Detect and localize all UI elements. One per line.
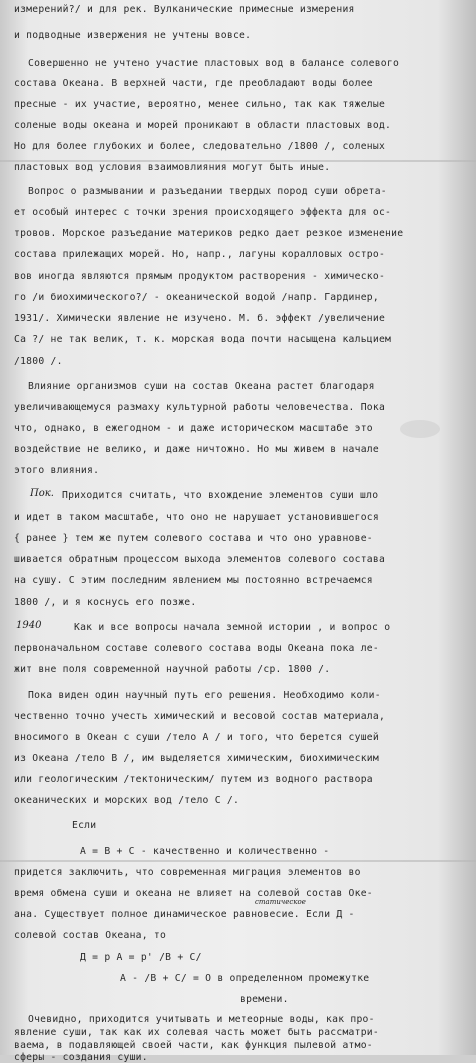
text-line: /1800 /. <box>14 356 63 367</box>
text-line: воздействие не велико, и даже ничтожно. Но мы живем в начале <box>14 444 379 455</box>
text-line: ет особый интерес с точки зрения происходящего эффекта для ос- <box>14 207 392 218</box>
text-line: Пока виден один научный путь его решения. Необходимо коли- <box>28 690 381 701</box>
text-line: го /и биохимического?/ - океанической водой /напр. Гардинер, <box>14 292 379 303</box>
text-line: соленые воды океана и морей проникают в области пластовых вод. <box>14 120 392 131</box>
text-line: этого влияния. <box>14 465 100 476</box>
text-line: { ранее } тем же путем солевого состава и что оно уравнове- <box>14 533 373 544</box>
text-line: тровов. Морское разъедание материков редко дает резкое изменение <box>14 228 404 239</box>
text-line: шивается обратным процессом выхода элементов солевого состава <box>14 554 386 565</box>
text-line: измерений?/ и для рек. Вулканические примеcные измерения <box>14 4 355 15</box>
text-line: Как и все вопросы начала земной истории , и вопрос о <box>74 622 391 633</box>
text-line: явление суши, так как их солевая часть может быть рассматри- <box>14 1027 379 1038</box>
text-line: Совершенно не учтено участие пластовых вод в балансе солевого <box>28 58 400 69</box>
text-line: океанических и морских вод /тело С /. <box>14 795 240 806</box>
text-line: пластовых вод условия взаимовлияния могут быть иные. <box>14 162 331 173</box>
formula-line: А = В + С - качественно и количественно - <box>80 846 330 857</box>
paper-fold <box>0 860 476 862</box>
text-line: или геологическим /тектоническим/ путем из водного раствора <box>14 774 373 785</box>
interline-handwritten-note: статическое <box>255 898 306 906</box>
text-line: Са ?/ не так велик, т. к. морская вода почти насыщена кальцием <box>14 334 392 345</box>
text-line: вносимого в Океан с суши /тело А / и того, что берется сушей <box>14 732 379 743</box>
text-line: что, однако, в ежегодном - и даже историческом масштабе это <box>14 423 373 434</box>
formula-line: Д = р А = р' /В + С/ <box>80 952 202 963</box>
text-line: чественно точно учесть химический и весовой состав материала, <box>14 711 386 722</box>
text-line: ваема, в подавляющей своей части, как функция пылевой атмо- <box>14 1040 373 1051</box>
text-line: состава Океана. В верхней части, где преобладают воды более <box>14 78 373 89</box>
text-line: состава прилежащих морей. Но, напр., лагуны коралловых остро- <box>14 249 386 260</box>
text-line: время обмена суши и океана не влияет на солевой состав Оке- <box>14 888 373 899</box>
formula-line: А - /В + С/ = О в определенном промежутке <box>120 973 370 984</box>
text-line: вов иногда являются прямым продуктом растворения - химическо- <box>14 271 386 282</box>
text-line: Очевидно, приходится учитывать и метеорные воды, как про- <box>28 1014 375 1025</box>
text-line: из Океана /тело В /, им выделяется химическим, биохимическим <box>14 753 379 764</box>
text-line: Но для более глубоких и более, следовательно /1800 /, соленых <box>14 141 386 152</box>
text-line: Приходится считать, что вхождение элементов суши шло <box>62 490 379 501</box>
text-line: и подводные извержения не учтены вовсе. <box>14 30 252 41</box>
text-line: придется заключить, что современная миграция элементов во <box>14 867 361 878</box>
text-line: и идет в таком масштабе, что оно не нарушает установившегося <box>14 512 379 523</box>
text-line: пресные - их участие, вероятно, менее сильно, так как тяжелые <box>14 99 386 110</box>
text-line: Если <box>72 820 97 831</box>
text-line: жит вне поля современной научной работы /ср. 1800 /. <box>14 664 331 675</box>
text-line: Вопрос о размывании и разъедании твердых пород суши обрета- <box>28 186 387 197</box>
text-line: увеличивающемуся размаху культурной работы человечества. Пока <box>14 402 386 413</box>
text-line: на сушу. С этим последним явлением мы постоянно встречаемся <box>14 575 373 586</box>
text-line: сферы - создания суши. <box>14 1052 148 1063</box>
text-line: ана. Существует полное динамическое равновесие. Если Д - <box>14 909 355 920</box>
text-line: Влияние организмов суши на состав Океана растет благодаря <box>28 381 375 392</box>
text-line: времени. <box>240 994 289 1005</box>
margin-handwritten-note: Пок. <box>30 488 54 499</box>
text-line: солевой состав Океана, то <box>14 930 167 941</box>
margin-handwritten-note: 1940 <box>16 620 42 631</box>
text-line: 1931/. Химически явление не изучено. М. б. эффект /увеличение <box>14 313 386 324</box>
text-line: 1800 /, и я коснусь его позже. <box>14 597 197 608</box>
text-line: первоначальном составе солевого состава воды Океана пока ле- <box>14 643 379 654</box>
